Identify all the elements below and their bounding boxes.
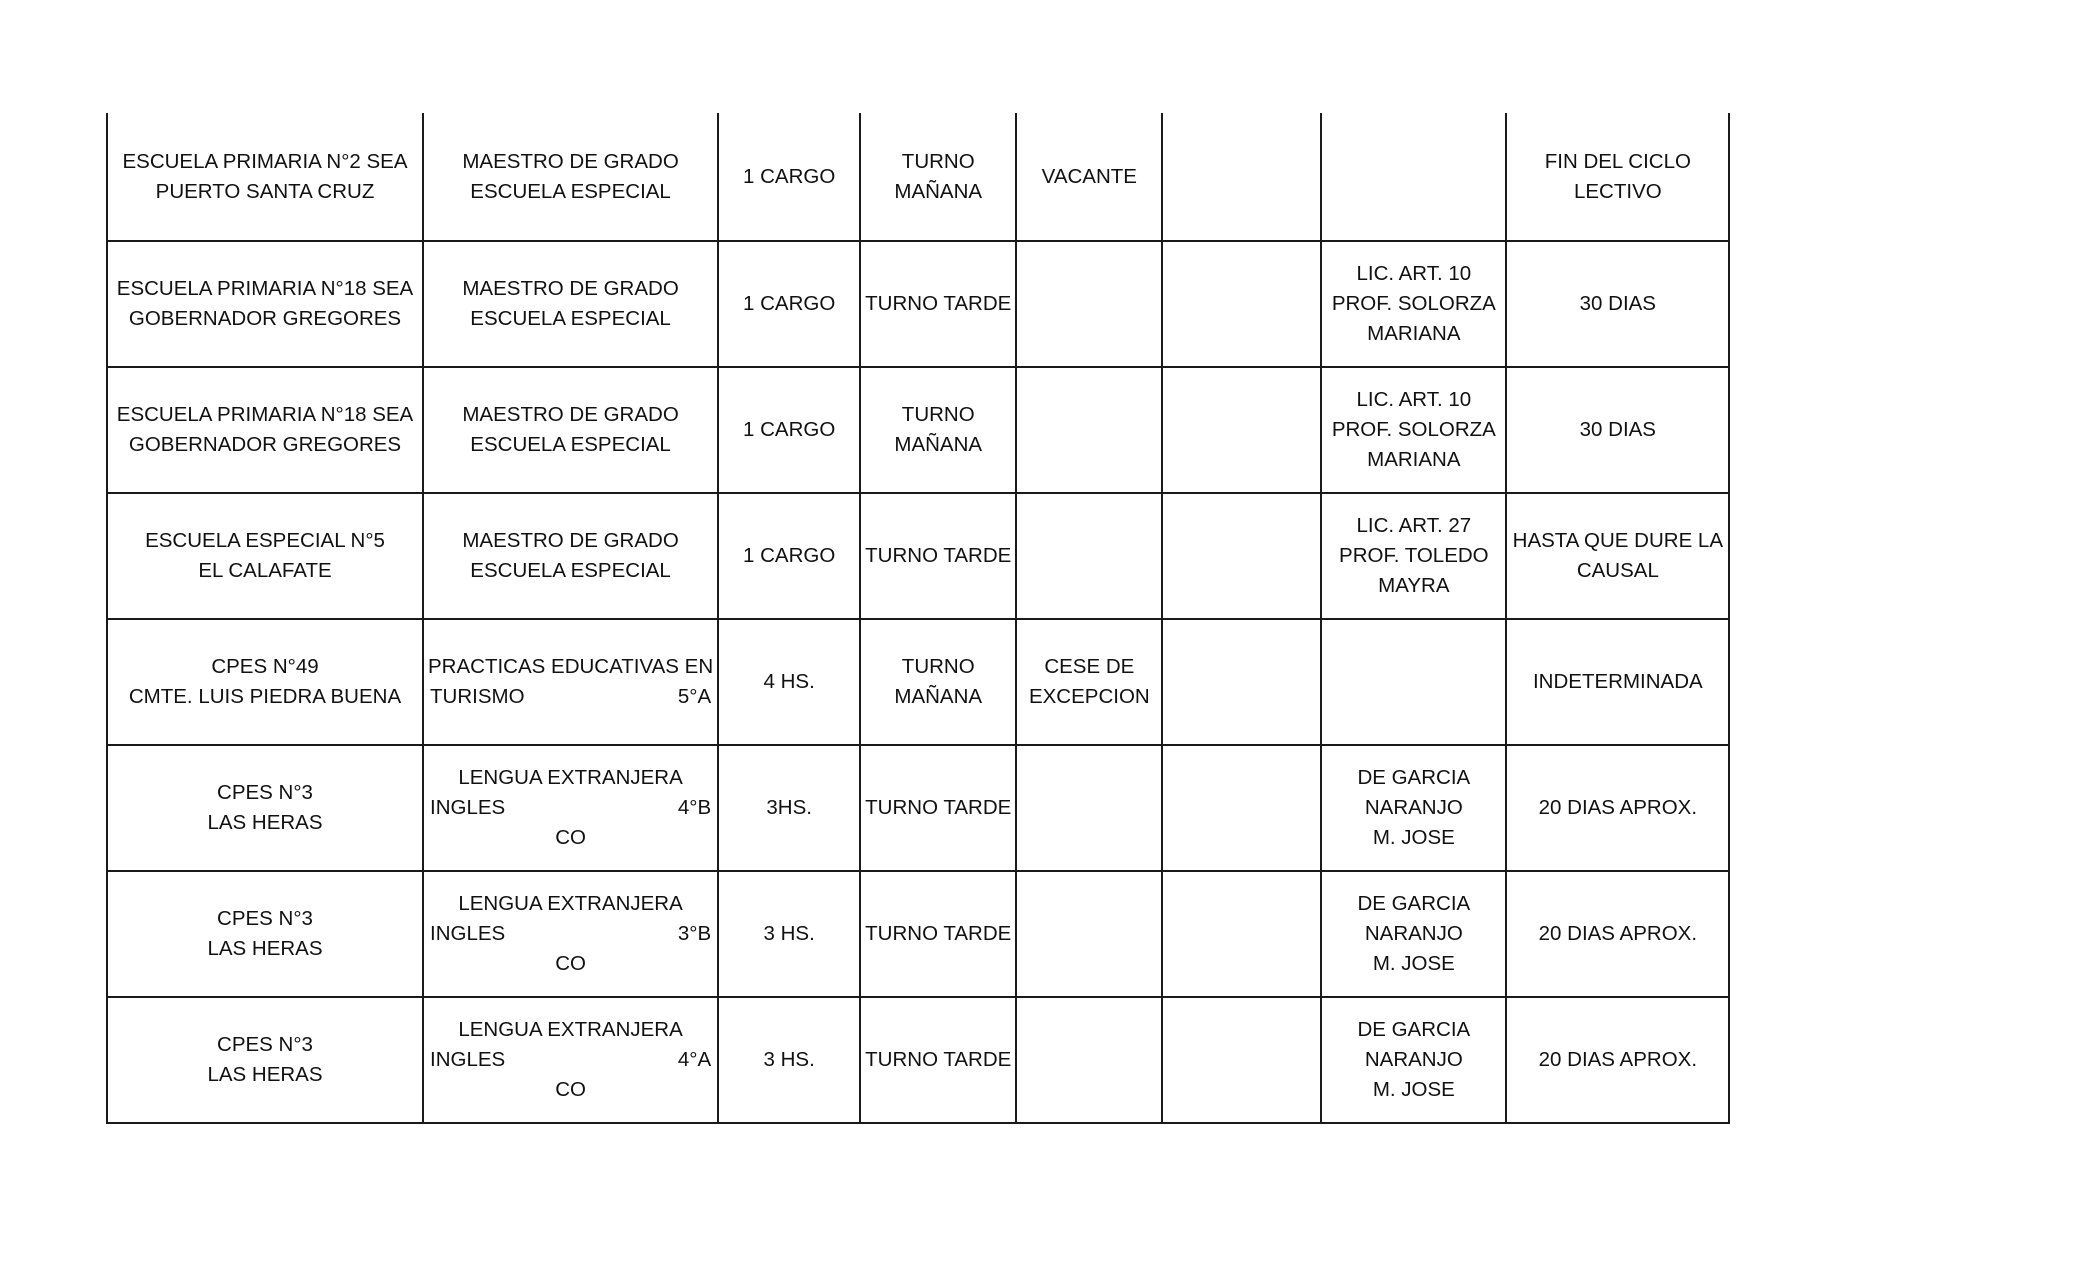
replaces-line: PROF. SOLORZA [1331, 292, 1496, 315]
position-cell [423, 493, 718, 619]
school-cell [107, 745, 423, 871]
table-row [107, 241, 1729, 367]
shift-cell [860, 619, 1016, 745]
replaces-line: PROF. SOLORZA [1331, 418, 1496, 441]
position-split-line [428, 1045, 713, 1075]
position-line: LENGUA EXTRANJERA [458, 892, 683, 915]
shift-cell [860, 367, 1016, 493]
school-line: CPES N°3 [217, 907, 313, 930]
position-tail: CO [555, 952, 586, 975]
status-line: VACANTE [1041, 164, 1137, 188]
duration-line: HASTA QUE DURE LA [1512, 529, 1724, 552]
replaces-cell [1321, 619, 1506, 745]
extra-cell [1162, 493, 1321, 619]
hours-text: 1 CARGO [743, 544, 836, 567]
status-cell [1016, 871, 1162, 997]
shift-cell [860, 113, 1016, 241]
duration-line: LECTIVO [1573, 179, 1662, 203]
position-line: MAESTRO DE GRADO [462, 529, 679, 552]
position-line: LENGUA EXTRANJERA [458, 766, 683, 789]
position-cell [423, 367, 718, 493]
position-cell [423, 997, 718, 1123]
school-cell [107, 241, 423, 367]
replaces-cell [1321, 745, 1506, 871]
course-label: 5°A [677, 685, 712, 708]
position-cell [423, 745, 718, 871]
duration-cell [1506, 113, 1729, 241]
course-label: 4°B [677, 796, 712, 819]
position-cell [423, 241, 718, 367]
extra-cell [1162, 745, 1321, 871]
extra-cell [1162, 113, 1321, 241]
subject-label: TURISMO [430, 685, 525, 708]
hours-text: 4 HS. [763, 670, 815, 693]
replaces-line: M. JOSE [1372, 1078, 1455, 1101]
extra-cell [1162, 997, 1321, 1123]
school-line: CPES N°3 [217, 1033, 313, 1056]
shift-cell [860, 493, 1016, 619]
table-row [107, 745, 1729, 871]
position-tail: CO [555, 1078, 586, 1101]
hours-cell [718, 241, 860, 367]
duration-cell [1506, 619, 1729, 745]
replaces-line: DE GARCIA [1357, 766, 1471, 789]
school-line: LAS HERAS [207, 811, 323, 834]
shift-line: TURNO TARDE [865, 922, 1012, 945]
position-line: ESCUELA ESPECIAL [470, 433, 671, 456]
replaces-line: M. JOSE [1372, 826, 1455, 849]
course-label: 3°B [677, 922, 712, 945]
replaces-cell [1321, 871, 1506, 997]
subject-label: INGLES [430, 1048, 506, 1071]
duration-line: FIN DEL CICLO [1544, 149, 1691, 173]
replaces-cell [1321, 113, 1506, 241]
replaces-cell [1321, 367, 1506, 493]
position-line: ESCUELA ESPECIAL [470, 307, 671, 330]
hours-text: 1 CARGO [743, 418, 836, 441]
hours-text: 1 CARGO [743, 164, 836, 188]
school-line: LAS HERAS [207, 1063, 323, 1086]
shift-line: TURNO [901, 149, 975, 173]
school-line: ESCUELA PRIMARIA N°2 SEA [122, 149, 408, 173]
replaces-line: M. JOSE [1372, 952, 1455, 975]
duration-cell [1506, 745, 1729, 871]
status-cell [1016, 241, 1162, 367]
hours-cell [718, 113, 860, 241]
replaces-line: LIC. ART. 10 [1356, 262, 1472, 285]
school-line: PUERTO SANTA CRUZ [155, 179, 375, 203]
school-line: GOBERNADOR GREGORES [128, 307, 402, 330]
table-body [107, 113, 1729, 1123]
status-cell [1016, 367, 1162, 493]
extra-cell [1162, 871, 1321, 997]
shift-line: TURNO TARDE [865, 544, 1012, 567]
hours-text: 3 HS. [763, 1048, 815, 1071]
duration-line: 20 DIAS APROX. [1538, 922, 1698, 945]
replaces-cell [1321, 241, 1506, 367]
extra-cell [1162, 241, 1321, 367]
position-line: MAESTRO DE GRADO [462, 403, 679, 426]
position-line: MAESTRO DE GRADO [462, 277, 679, 300]
hours-cell [718, 493, 860, 619]
hours-cell [718, 745, 860, 871]
duration-line: INDETERMINADA [1532, 670, 1703, 693]
school-cell [107, 367, 423, 493]
status-cell [1016, 745, 1162, 871]
hours-cell [718, 871, 860, 997]
shift-line: TURNO TARDE [865, 1048, 1012, 1071]
shift-line: TURNO [901, 403, 975, 426]
vacancies-table [106, 113, 1730, 1124]
duration-cell [1506, 241, 1729, 367]
duration-cell [1506, 871, 1729, 997]
replaces-line: DE GARCIA [1357, 892, 1471, 915]
position-cell [423, 113, 718, 241]
school-cell [107, 871, 423, 997]
status-cell [1016, 113, 1162, 241]
replaces-line: NARANJO [1364, 796, 1463, 819]
extra-cell [1162, 367, 1321, 493]
status-line: CESE DE [1044, 655, 1135, 678]
hours-text: 3 HS. [763, 922, 815, 945]
position-split-line [428, 793, 713, 823]
school-line: CMTE. LUIS PIEDRA BUENA [128, 685, 402, 708]
position-line: ESCUELA ESPECIAL [470, 559, 671, 582]
duration-line: 30 DIAS [1579, 418, 1656, 441]
duration-line: 20 DIAS APROX. [1538, 1048, 1698, 1071]
replaces-line: LIC. ART. 27 [1356, 514, 1472, 537]
table-row [107, 997, 1729, 1123]
shift-line: MAÑANA [894, 685, 983, 708]
position-split-line [428, 919, 713, 949]
replaces-line: NARANJO [1364, 1048, 1463, 1071]
table-row [107, 367, 1729, 493]
school-line: ESCUELA PRIMARIA N°18 SEA [116, 277, 414, 300]
replaces-line: MARIANA [1367, 322, 1461, 345]
shift-cell [860, 241, 1016, 367]
hours-text: 1 CARGO [743, 292, 836, 315]
course-label: 4°A [677, 1048, 712, 1071]
status-cell [1016, 619, 1162, 745]
shift-cell [860, 871, 1016, 997]
shift-line: MAÑANA [894, 179, 983, 203]
table-row [107, 619, 1729, 745]
status-line: EXCEPCION [1028, 685, 1150, 708]
duration-cell [1506, 997, 1729, 1123]
extra-cell [1162, 619, 1321, 745]
shift-cell [860, 997, 1016, 1123]
position-cell [423, 871, 718, 997]
position-line: LENGUA EXTRANJERA [458, 1018, 683, 1041]
position-line: ESCUELA ESPECIAL [470, 179, 671, 203]
duration-line: CAUSAL [1576, 559, 1659, 582]
replaces-line: DE GARCIA [1357, 1018, 1471, 1041]
duration-cell [1506, 493, 1729, 619]
table-row [107, 493, 1729, 619]
duration-line: 30 DIAS [1579, 292, 1656, 315]
position-line: PRACTICAS EDUCATIVAS EN [428, 655, 714, 678]
replaces-line: NARANJO [1364, 922, 1463, 945]
shift-line: TURNO TARDE [865, 796, 1012, 819]
subject-label: INGLES [430, 922, 506, 945]
school-line: ESCUELA ESPECIAL N°5 [145, 529, 385, 552]
subject-label: INGLES [430, 796, 506, 819]
shift-line: MAÑANA [894, 433, 983, 456]
replaces-line: PROF. TOLEDO [1339, 544, 1489, 567]
hours-cell [718, 619, 860, 745]
school-line: EL CALAFATE [198, 559, 332, 582]
school-cell [107, 997, 423, 1123]
school-line: GOBERNADOR GREGORES [128, 433, 402, 456]
hours-text: 3HS. [766, 796, 812, 819]
school-cell [107, 493, 423, 619]
duration-line: 20 DIAS APROX. [1538, 796, 1698, 819]
replaces-cell [1321, 493, 1506, 619]
school-cell [107, 619, 423, 745]
shift-line: TURNO TARDE [865, 292, 1012, 315]
table-row [107, 871, 1729, 997]
shift-cell [860, 745, 1016, 871]
status-cell [1016, 997, 1162, 1123]
status-cell [1016, 493, 1162, 619]
shift-line: TURNO [901, 655, 975, 678]
school-cell [107, 113, 423, 241]
duration-cell [1506, 367, 1729, 493]
position-tail: CO [555, 826, 586, 849]
replaces-line: MAYRA [1378, 574, 1450, 597]
table-row [107, 113, 1729, 241]
school-line: LAS HERAS [207, 937, 323, 960]
replaces-line: MARIANA [1367, 448, 1461, 471]
school-line: CPES N°49 [211, 655, 319, 678]
hours-cell [718, 997, 860, 1123]
position-split-line [428, 682, 713, 712]
position-cell [423, 619, 718, 745]
school-line: CPES N°3 [217, 781, 313, 804]
replaces-cell [1321, 997, 1506, 1123]
replaces-line: LIC. ART. 10 [1356, 388, 1472, 411]
position-line: MAESTRO DE GRADO [462, 149, 679, 173]
hours-cell [718, 367, 860, 493]
school-line: ESCUELA PRIMARIA N°18 SEA [116, 403, 414, 426]
